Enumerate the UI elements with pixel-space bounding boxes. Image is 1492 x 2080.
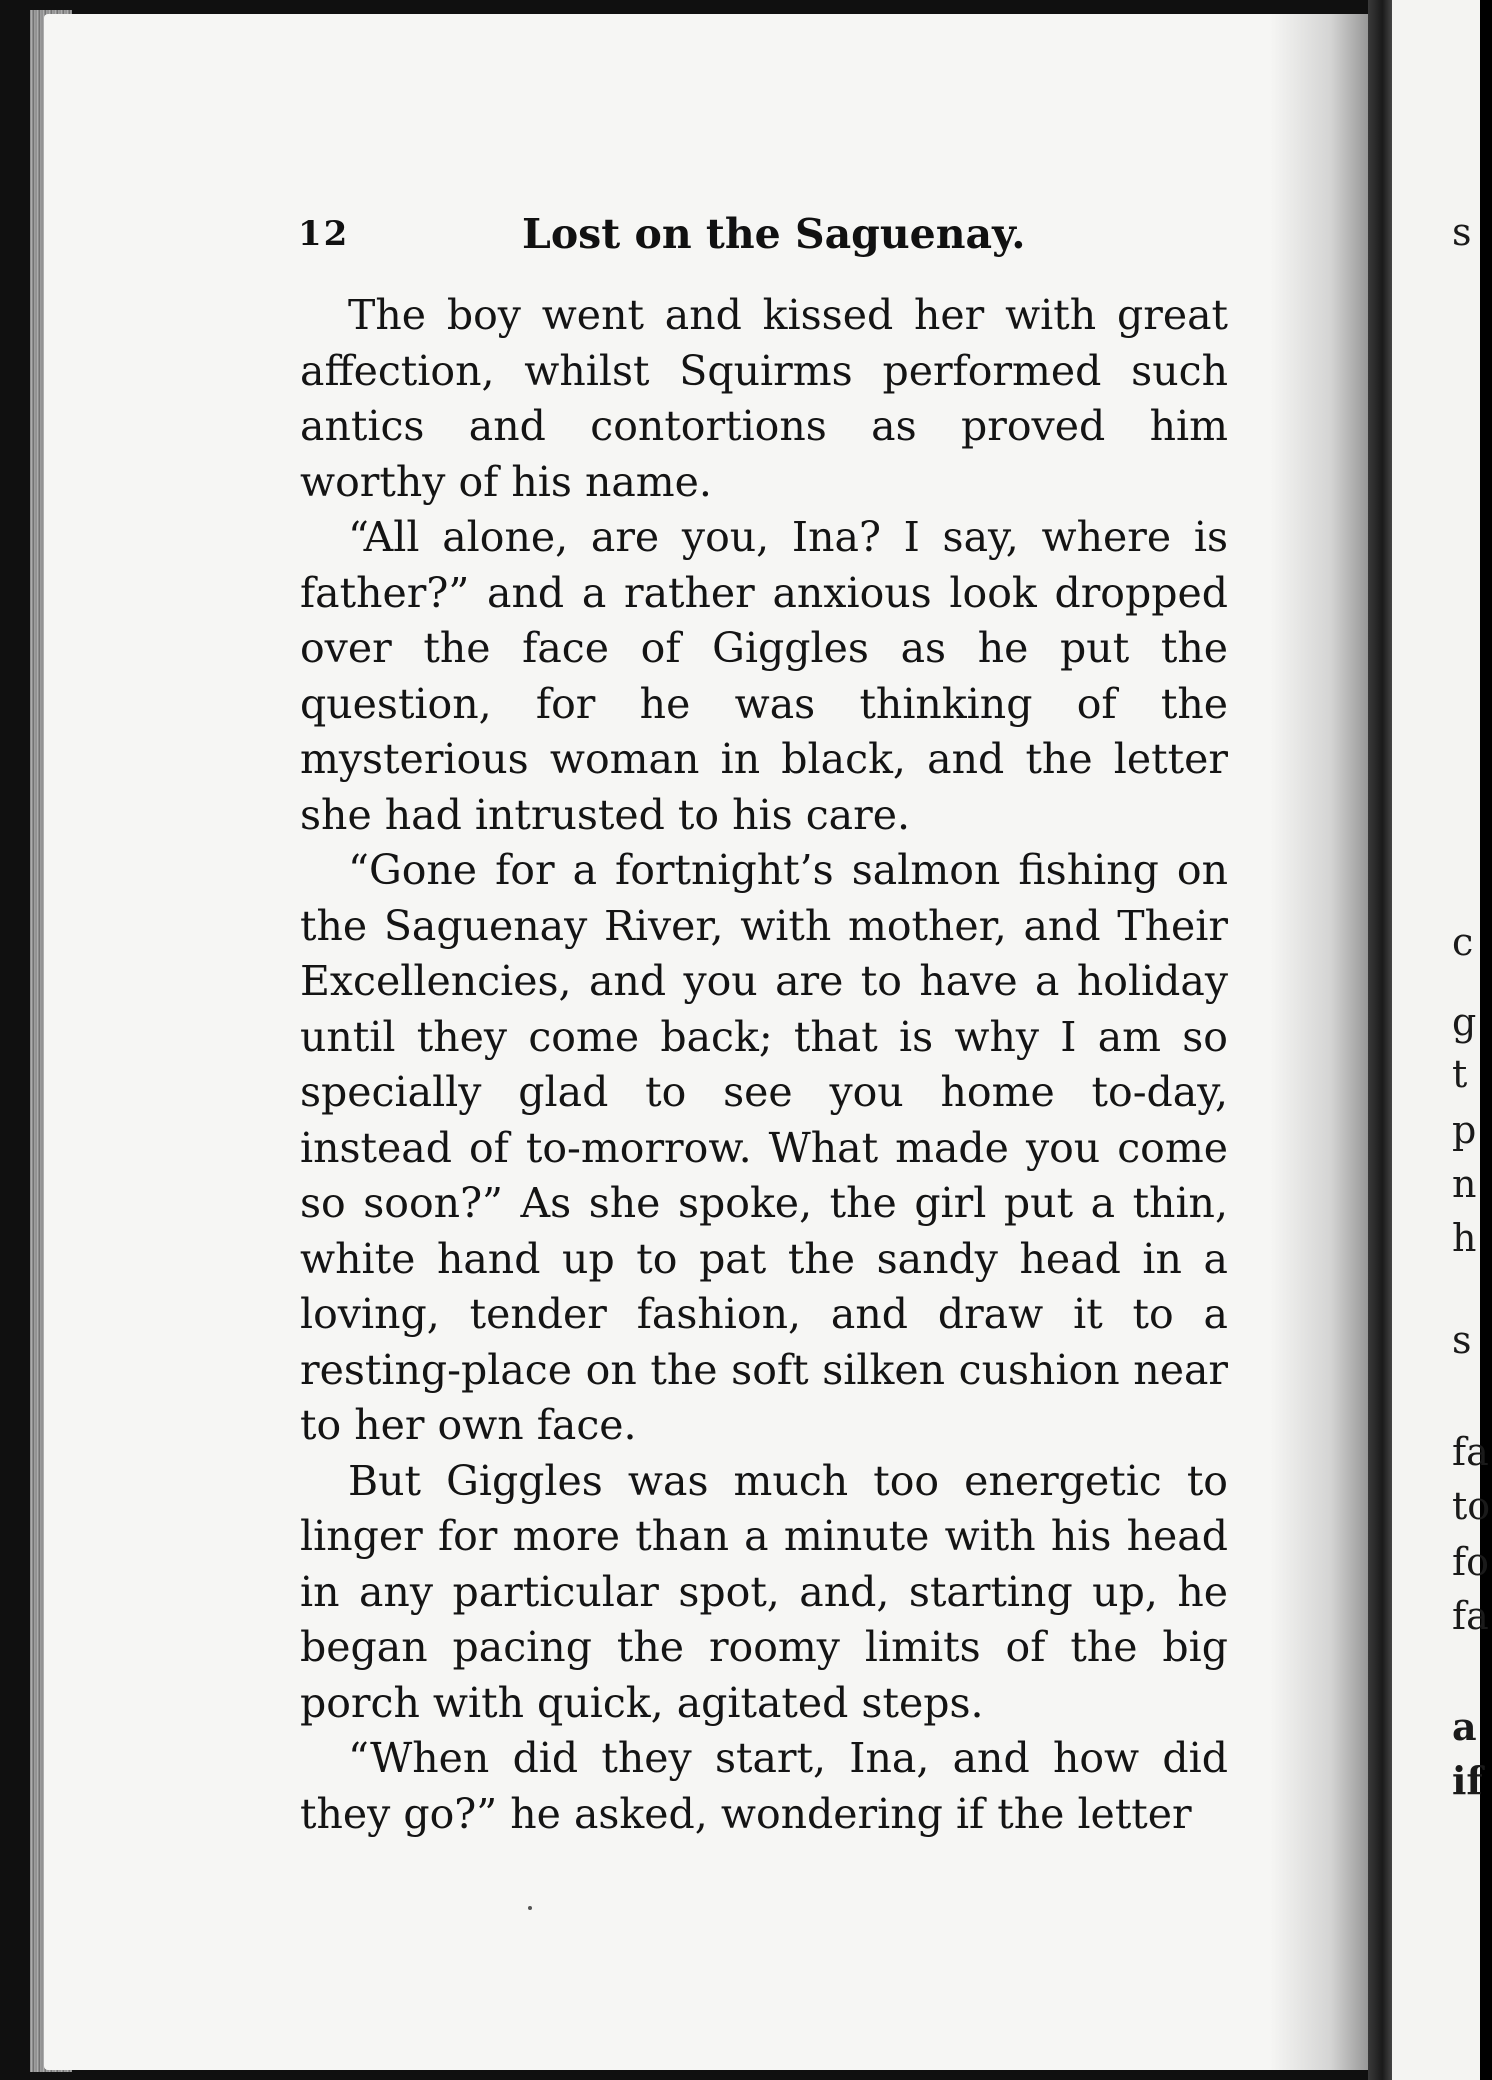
book-spine — [1368, 0, 1392, 2080]
facing-fragment: s — [1452, 1318, 1472, 1362]
page-number: 12 — [298, 214, 350, 254]
facing-fragment: h — [1452, 1216, 1477, 1260]
facing-fragment: n — [1452, 1162, 1477, 1206]
facing-fragment: s — [1452, 210, 1472, 254]
facing-fragment: t — [1452, 1052, 1468, 1096]
paragraph: “All alone, are you, Ina? I say, where is father?” and a rather anxious look dropped over the face of Giggles as he put the question, for he was thinking of the mysterious woman in black, and the letter she had intrusted to his care. — [300, 513, 1228, 839]
paragraph: But Giggles was much too energetic to linger for more than a minute with his head in any particular spot, and, starting up, he began pacing the roomy limits of the big porch with quick, agitated steps. — [300, 1456, 1228, 1727]
paragraph: The boy went and kissed her with great affection, whilst Squirms performed such antics and contortions as proved him worthy of his name. — [300, 291, 1228, 506]
facing-fragment: fo — [1452, 1540, 1489, 1584]
facing-fragment: if — [1452, 1758, 1483, 1803]
page-gutter-shadow — [1270, 14, 1380, 2070]
ink-speck — [528, 1906, 532, 1910]
facing-fragment: fa — [1452, 1594, 1489, 1638]
paragraph: “When did they start, Ina, and how did they go?” he asked, wondering if the letter — [300, 1734, 1228, 1838]
facing-page-text — [1452, 0, 1492, 2080]
running-head — [298, 210, 1228, 260]
facing-fragment: fa — [1452, 1430, 1489, 1474]
facing-fragment: a — [1452, 1704, 1477, 1749]
facing-fragment: to — [1452, 1484, 1491, 1528]
running-title: Lost on the Saguenay. — [522, 210, 1026, 258]
body-text — [300, 288, 1228, 1842]
facing-fragment: c — [1452, 920, 1474, 964]
paragraph: “Gone for a fortnight’s salmon fishing on the Saguenay River, with mother, and Their Excellencies, and you are to have a holiday until they come back; that is why I am so specially glad to see you home to-day, instead of to-morrow. What made you come so soon?” As she spoke, the girl put a thin, white hand up to pat the sandy head in a loving, tender fashion, and draw it to a resting-place on the soft silken cushion near to her own face. — [300, 846, 1228, 1449]
facing-fragment: p — [1452, 1108, 1477, 1152]
facing-fragment: g — [1452, 1000, 1477, 1044]
